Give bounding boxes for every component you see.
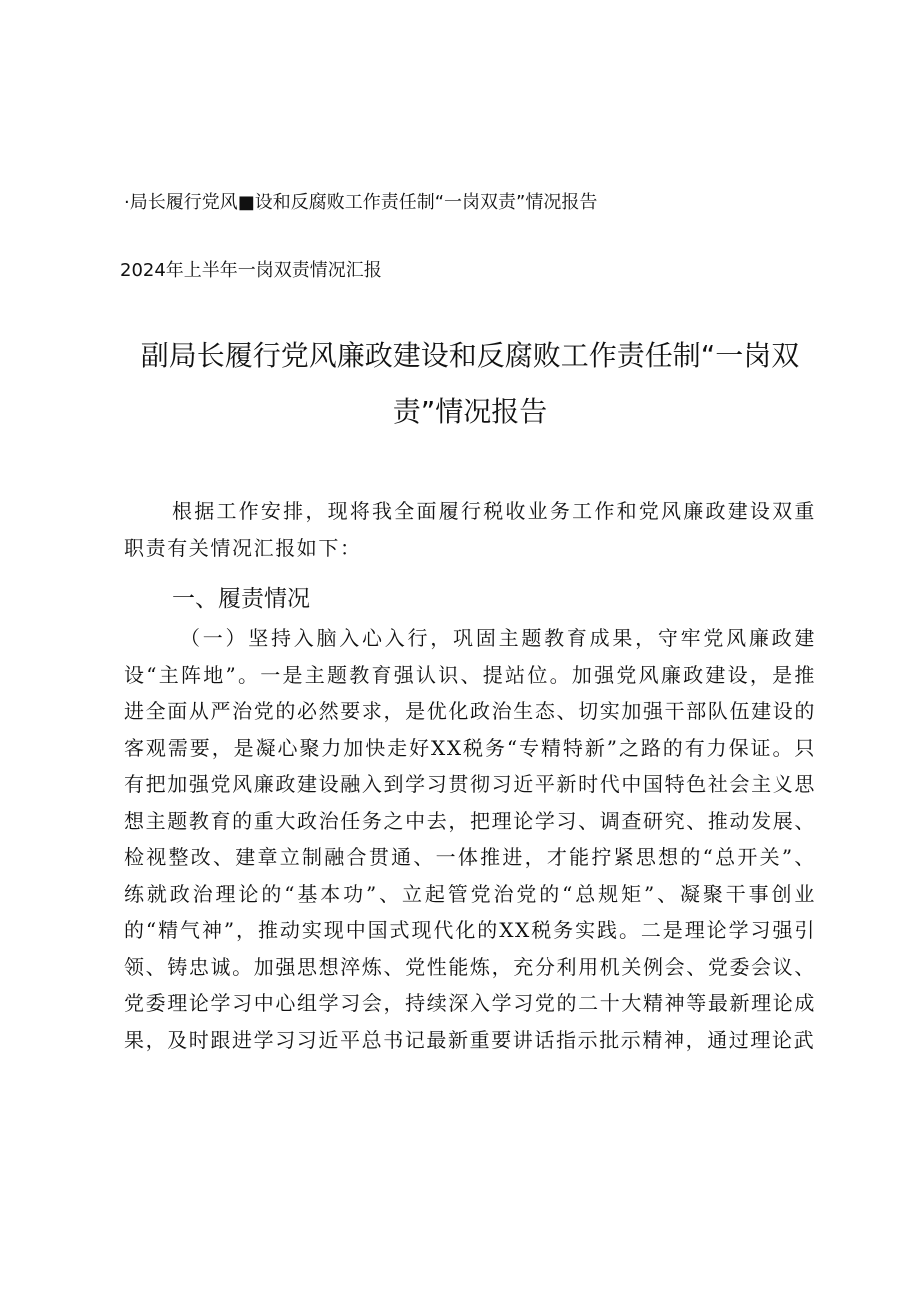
body-paragraph: （一）坚持入脑入心入行，巩固主题教育成果，守牢党风廉政建设“主阵地”。一是主题教育强认识、提站位。加强党风廉政建设，是推进全面从严治党的必然要求，是优化政治生态、切实加强干部队伍建设的客观需要，是凝心聚力加快走好XX税务“专精特新”之路的有力保证。只有把加强党风廉政建设融入到学习贯彻习近平新时代中国特色社会主义思想主题教育的重大政治任务之中去，把理论学习、调查研究、推动发展、检视整改、建章立制融合贯通、一体推进，才能拧紧思想的“总开关”、练就政治理论的“基本功”、立起管党治党的“总规矩”、凝聚干事创业的“精气神”，推动实现中国式现代化的XX税务实践。二是理论学习强引领、铸忠诚。加强思想淬炼、党性能炼，充分利用机关例会、党委会议、党委理论学习中心组学习会，持续深入学习党的二十大精神等最新理论成果，及时跟进学习习近平总书记最新重要讲话指示批示精神，通过理论武 [124, 626, 816, 1052]
section-heading: 一、履责情况 [172, 586, 310, 612]
document-header-line: ·局长履行党风■设和反腐败工作责任制“一岗双责”情况报告 [124, 192, 598, 213]
document-title: 副局长履行党风廉政建设和反腐败工作责任制“一岗双责”情况报告 [140, 339, 800, 428]
intro-paragraph: 根据工作安排，现将我全面履行税收业务工作和党风廉政建设双重职责有关情况汇报如下： [124, 499, 816, 560]
document-subtitle: 2024年上半年一岗双责情况汇报 [120, 260, 382, 281]
